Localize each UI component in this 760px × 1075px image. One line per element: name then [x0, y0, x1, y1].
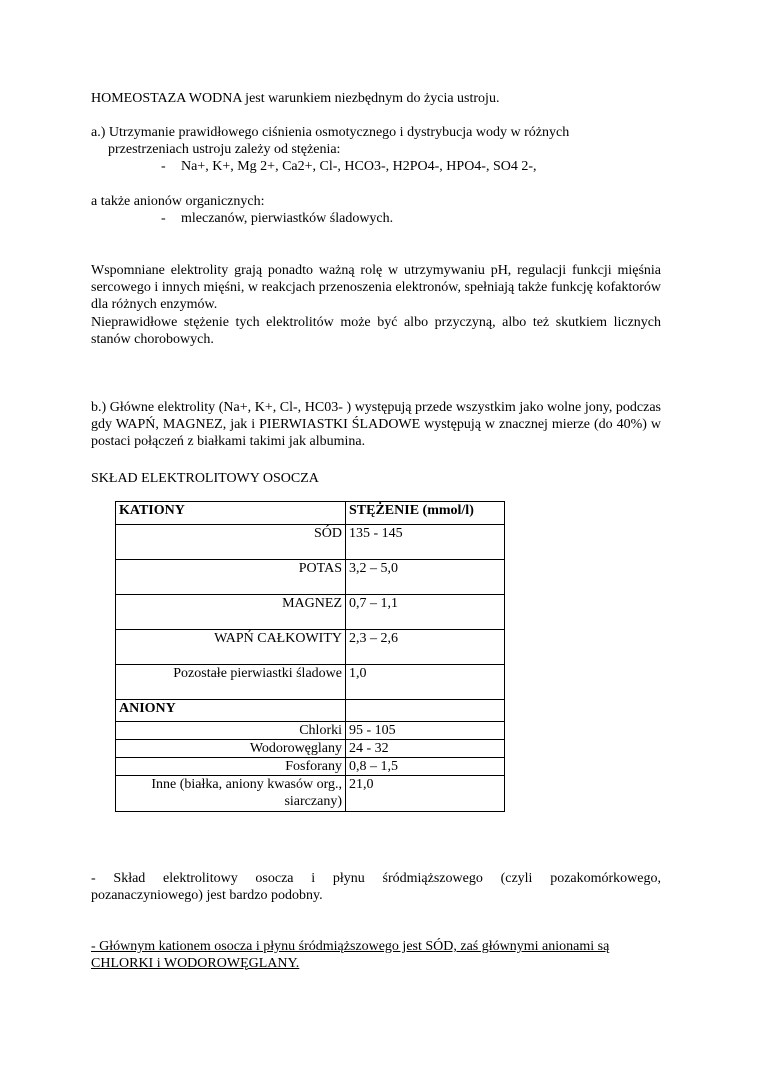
cation-value: 1,0: [346, 665, 505, 700]
empty-cell: [346, 700, 505, 722]
table-title: SKŁAD ELEKTROLITOWY OSOCZA: [91, 471, 319, 486]
anion-name: Chlorki: [116, 722, 346, 740]
table-row: [116, 758, 505, 776]
table-row: [116, 525, 505, 560]
note-main: - Głównym kationem osocza i płynu śródmiąższowego jest SÓD, zaś głównymi anionami są CHLORKI i WODOROWĘGLANY.: [91, 939, 610, 971]
cation-name: POTAS: [116, 560, 346, 595]
anion-name: Fosforany: [116, 758, 346, 776]
paragraph-abnormal: Nieprawidłowe stężenie tych elektrolitów może być albo przyczyną, albo też skutkiem licznych stanów chorobowych.: [91, 315, 661, 347]
anion-value: 95 - 105: [346, 722, 505, 740]
ions-line: [91, 158, 661, 175]
anion-value: 24 - 32: [346, 740, 505, 758]
anion-value: 0,8 – 1,5: [346, 758, 505, 776]
organic-list-line: [91, 210, 751, 227]
header-cations: KATIONY: [116, 502, 346, 525]
cation-value: 0,7 – 1,1: [346, 595, 505, 630]
electrolyte-table: [115, 501, 505, 812]
note-similar: - Skład elektrolitowy osocza i płynu śródmiąższowego (czyli pozakomórkowego, pozanaczyniowego) jest bardzo podobny.: [91, 871, 661, 903]
table-row: [116, 776, 505, 812]
cation-value: 135 - 145: [346, 525, 505, 560]
section-a: [91, 124, 661, 175]
table-row: [116, 560, 505, 595]
ions-text: Na+, K+, Mg 2+, Ca2+, Cl-, HCO3-, H2PO4-, HPO4-, SO4 2-,: [181, 159, 537, 174]
anions-header-row: [116, 700, 505, 722]
paragraph-roles: Wspomniane elektrolity grają ponadto ważną rolę w utrzymywaniu pH, regulacji funkcji mięśnia sercowego i innych mięśni, w reakcjach przenoszenia elektronów, spełniają także funkcję kofaktorów dla różnych enzymów.: [91, 263, 661, 312]
section-b: b.) Główne elektrolity (Na+, K+, Cl-, HC03- ) występują przede wszystkim jako wolne jony, podczas gdy WAPŃ, MAGNEZ, jak i PIERWIASTKI ŚLADOWE występują w znacznej mierze (do 40%) w postaci połączeń z białkami takimi jak albumina.: [91, 400, 661, 449]
table-row: [116, 740, 505, 758]
anion-name: Wodorowęglany: [116, 740, 346, 758]
cation-name: MAGNEZ: [116, 595, 346, 630]
table-header-row: [116, 502, 505, 525]
table-row: [116, 630, 505, 665]
header-concentration: STĘŻENIE (mmol/l): [346, 502, 505, 525]
anion-value: 21,0: [346, 776, 505, 812]
table-row: [116, 595, 505, 630]
organic-intro: a także anionów organicznych:: [91, 194, 265, 209]
cation-name: Pozostałe pierwiastki śladowe: [116, 665, 346, 700]
cation-name: SÓD: [116, 525, 346, 560]
organic-list: mleczanów, pierwiastków śladowych.: [181, 211, 394, 226]
header-anions: ANIONY: [116, 700, 346, 722]
cation-name: WAPŃ CAŁKOWITY: [116, 630, 346, 665]
anion-name: Inne (białka, aniony kwasów org., siarczany): [116, 776, 346, 812]
cation-value: 3,2 – 5,0: [346, 560, 505, 595]
cation-value: 2,3 – 2,6: [346, 630, 505, 665]
table-row: [116, 722, 505, 740]
title-line: HOMEOSTAZA WODNA jest warunkiem niezbędnym do życia ustroju.: [91, 91, 500, 106]
organic-dash: -: [161, 211, 166, 226]
table-row: [116, 665, 505, 700]
ions-dash: -: [161, 159, 166, 174]
section-a-line1: a.) Utrzymanie prawidłowego ciśnienia osmotycznego i dystrybucja wody w różnych: [91, 125, 570, 140]
section-a-line2: przestrzeniach ustroju zależy od stężenia:: [108, 142, 341, 157]
